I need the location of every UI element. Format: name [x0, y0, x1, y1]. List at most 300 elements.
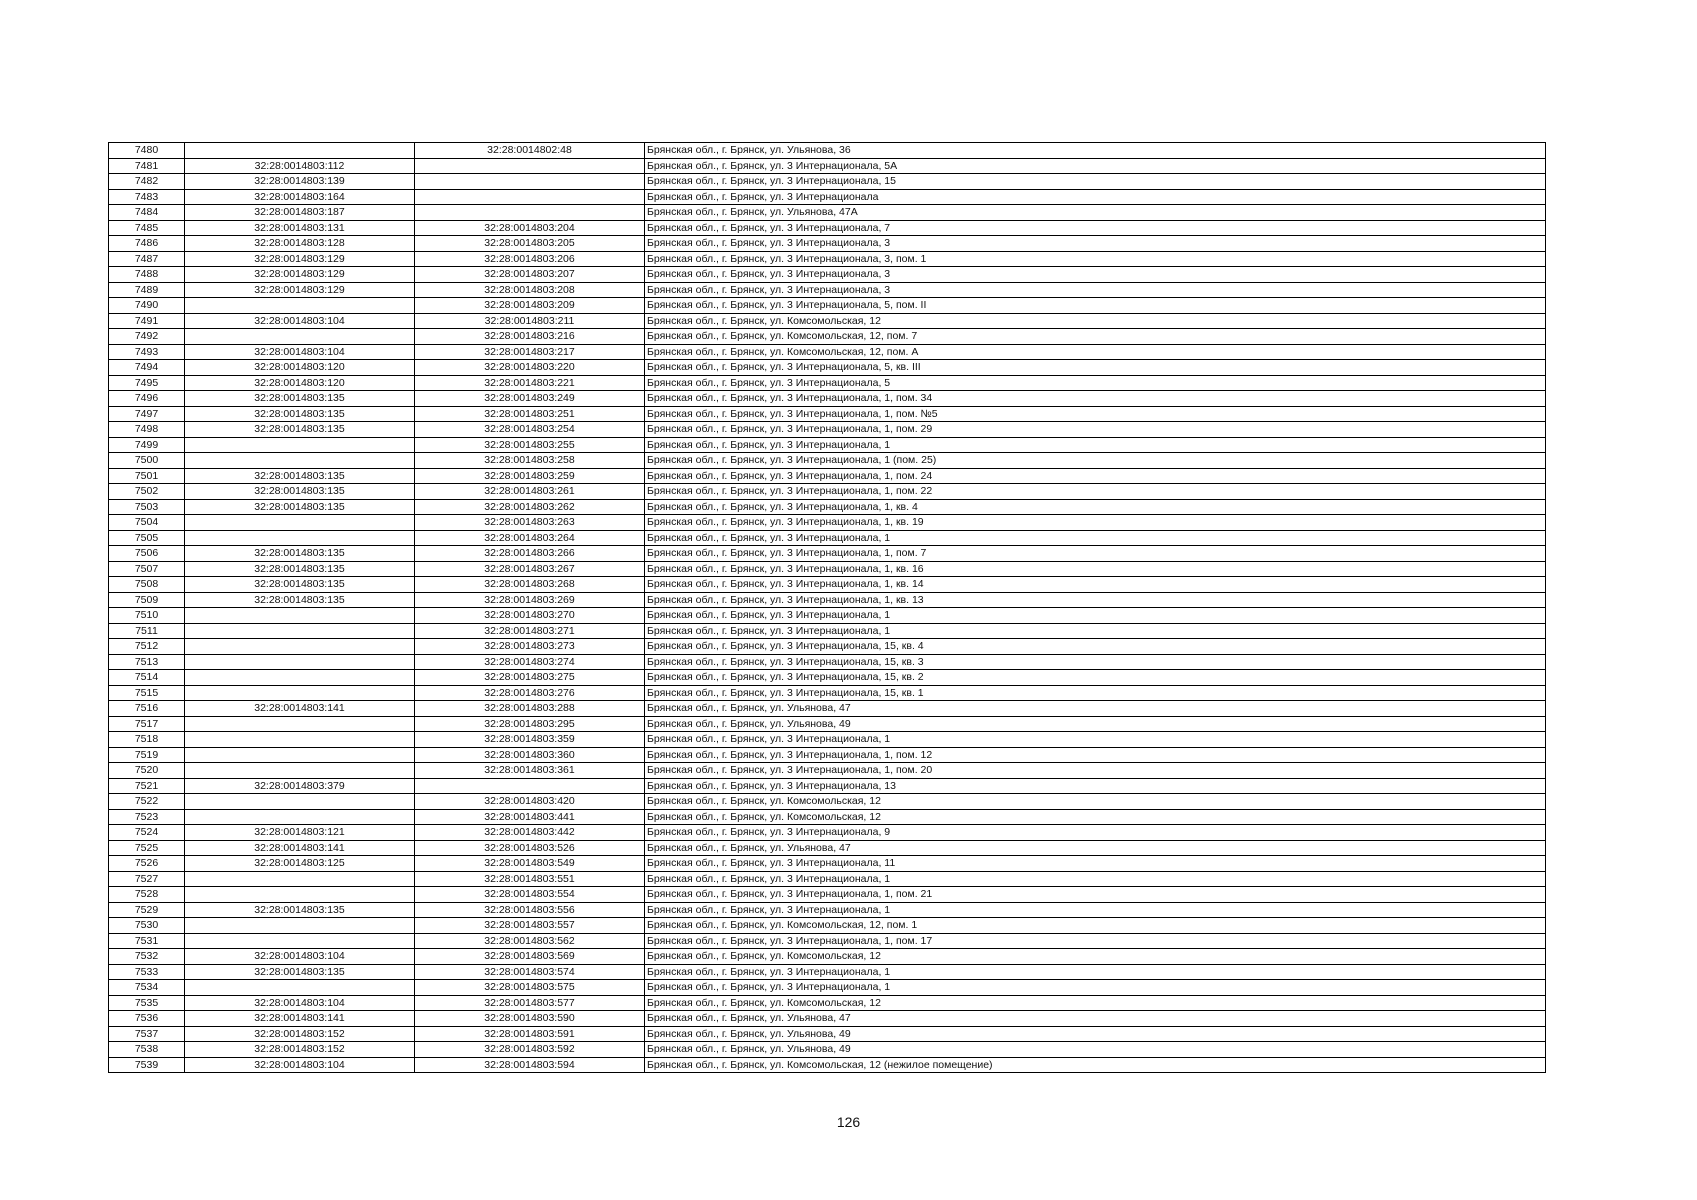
parent-cadastral-number-cell: [185, 685, 415, 701]
parent-cadastral-number-cell: [185, 918, 415, 934]
parent-cadastral-number-cell: 32:28:0014803:135: [185, 484, 415, 500]
address-cell: Брянская обл., г. Брянск, ул. Комсомольская, 12, пом. 7: [645, 329, 1546, 345]
table-row: [109, 825, 1546, 841]
address-cell: Брянская обл., г. Брянск, ул. 3 Интернационала, 1: [645, 871, 1546, 887]
cadastral-number-cell: 32:28:0014803:591: [415, 1026, 645, 1042]
table-row: [109, 778, 1546, 794]
cadastral-number-cell: 32:28:0014803:575: [415, 980, 645, 996]
cadastral-number-cell: 32:28:0014803:360: [415, 747, 645, 763]
parent-cadastral-number-cell: [185, 437, 415, 453]
row-number-cell: 7498: [109, 422, 185, 438]
row-number-cell: 7531: [109, 933, 185, 949]
address-cell: Брянская обл., г. Брянск, ул. Ульянова, 47: [645, 701, 1546, 717]
address-cell: Брянская обл., г. Брянск, ул. Комсомольская, 12: [645, 809, 1546, 825]
row-number-cell: 7508: [109, 577, 185, 593]
table-row: [109, 329, 1546, 345]
parent-cadastral-number-cell: 32:28:0014803:135: [185, 561, 415, 577]
row-number-cell: 7486: [109, 236, 185, 252]
parent-cadastral-number-cell: 32:28:0014803:120: [185, 360, 415, 376]
address-cell: Брянская обл., г. Брянск, ул. 3 Интернационала, 1: [645, 902, 1546, 918]
row-number-cell: 7497: [109, 406, 185, 422]
cadastral-number-cell: 32:28:0014803:574: [415, 964, 645, 980]
table-row: [109, 189, 1546, 205]
address-cell: Брянская обл., г. Брянск, ул. 3 Интернационала, 1: [645, 437, 1546, 453]
cadastral-number-cell: 32:28:0014803:271: [415, 623, 645, 639]
row-number-cell: 7492: [109, 329, 185, 345]
row-number-cell: 7518: [109, 732, 185, 748]
cadastral-number-cell: 32:28:0014803:442: [415, 825, 645, 841]
table-row: [109, 298, 1546, 314]
cadastral-number-cell: [415, 158, 645, 174]
cadastral-number-cell: 32:28:0014803:556: [415, 902, 645, 918]
cadastral-number-cell: 32:28:0014802:48: [415, 143, 645, 159]
address-cell: Брянская обл., г. Брянск, ул. Комсомольская, 12: [645, 949, 1546, 965]
row-number-cell: 7500: [109, 453, 185, 469]
table-row: [109, 344, 1546, 360]
address-cell: Брянская обл., г. Брянск, ул. 3 Интернационала, 5, пом. II: [645, 298, 1546, 314]
cadastral-number-cell: 32:28:0014803:258: [415, 453, 645, 469]
cadastral-number-cell: 32:28:0014803:264: [415, 530, 645, 546]
cadastral-number-cell: 32:28:0014803:274: [415, 654, 645, 670]
parent-cadastral-number-cell: 32:28:0014803:164: [185, 189, 415, 205]
row-number-cell: 7491: [109, 313, 185, 329]
address-cell: Брянская обл., г. Брянск, ул. 3 Интернационала, 1, пом. 17: [645, 933, 1546, 949]
table-row: [109, 623, 1546, 639]
row-number-cell: 7493: [109, 344, 185, 360]
table-row: [109, 360, 1546, 376]
row-number-cell: 7494: [109, 360, 185, 376]
parent-cadastral-number-cell: 32:28:0014803:141: [185, 1011, 415, 1027]
parent-cadastral-number-cell: [185, 608, 415, 624]
table-row: [109, 980, 1546, 996]
address-cell: Брянская обл., г. Брянск, ул. 3 Интернационала, 1, пом. 12: [645, 747, 1546, 763]
address-cell: Брянская обл., г. Брянск, ул. 3 Интернационала, 1, кв. 19: [645, 515, 1546, 531]
address-cell: Брянская обл., г. Брянск, ул. Комсомольская, 12: [645, 995, 1546, 1011]
table-row: [109, 422, 1546, 438]
row-number-cell: 7499: [109, 437, 185, 453]
parent-cadastral-number-cell: [185, 933, 415, 949]
address-cell: Брянская обл., г. Брянск, ул. 3 Интернационала, 15, кв. 1: [645, 685, 1546, 701]
row-number-cell: 7536: [109, 1011, 185, 1027]
parent-cadastral-number-cell: 32:28:0014803:125: [185, 856, 415, 872]
address-cell: Брянская обл., г. Брянск, ул. Ульянова, 49: [645, 1042, 1546, 1058]
parent-cadastral-number-cell: 32:28:0014803:121: [185, 825, 415, 841]
parent-cadastral-number-cell: 32:28:0014803:152: [185, 1042, 415, 1058]
row-number-cell: 7489: [109, 282, 185, 298]
address-cell: Брянская обл., г. Брянск, ул. 3 Интернационала, 1: [645, 623, 1546, 639]
table-row: [109, 282, 1546, 298]
parent-cadastral-number-cell: 32:28:0014803:131: [185, 220, 415, 236]
table-row: [109, 670, 1546, 686]
cadastral-number-cell: 32:28:0014803:361: [415, 763, 645, 779]
parent-cadastral-number-cell: [185, 670, 415, 686]
row-number-cell: 7503: [109, 499, 185, 515]
row-number-cell: 7533: [109, 964, 185, 980]
row-number-cell: 7525: [109, 840, 185, 856]
row-number-cell: 7509: [109, 592, 185, 608]
cadastral-number-cell: 32:28:0014803:251: [415, 406, 645, 422]
address-cell: Брянская обл., г. Брянск, ул. 3 Интернационала: [645, 189, 1546, 205]
table-row: [109, 174, 1546, 190]
table-row: [109, 763, 1546, 779]
row-number-cell: 7530: [109, 918, 185, 934]
address-cell: Брянская обл., г. Брянск, ул. 3 Интернационала, 5, кв. III: [645, 360, 1546, 376]
parent-cadastral-number-cell: 32:28:0014803:135: [185, 499, 415, 515]
row-number-cell: 7483: [109, 189, 185, 205]
row-number-cell: 7482: [109, 174, 185, 190]
parent-cadastral-number-cell: 32:28:0014803:104: [185, 1057, 415, 1073]
address-cell: Брянская обл., г. Брянск, ул. Комсомольская, 12, пом. 1: [645, 918, 1546, 934]
address-cell: Брянская обл., г. Брянск, ул. 3 Интернационала, 5А: [645, 158, 1546, 174]
table-row: [109, 453, 1546, 469]
table-row: [109, 391, 1546, 407]
cadastral-number-cell: 32:28:0014803:259: [415, 468, 645, 484]
address-cell: Брянская обл., г. Брянск, ул. Ульянова, 47А: [645, 205, 1546, 221]
address-cell: Брянская обл., г. Брянск, ул. 3 Интернационала, 1, пом. 21: [645, 887, 1546, 903]
address-cell: Брянская обл., г. Брянск, ул. 3 Интернационала, 1, кв. 4: [645, 499, 1546, 515]
table-row: [109, 856, 1546, 872]
cadastral-number-cell: 32:28:0014803:569: [415, 949, 645, 965]
address-cell: Брянская обл., г. Брянск, ул. 3 Интернационала, 1, кв. 16: [645, 561, 1546, 577]
address-cell: Брянская обл., г. Брянск, ул. 3 Интернационала, 15, кв. 2: [645, 670, 1546, 686]
address-cell: Брянская обл., г. Брянск, ул. 3 Интернационала, 1: [645, 608, 1546, 624]
row-number-cell: 7523: [109, 809, 185, 825]
table-row: [109, 608, 1546, 624]
address-cell: Брянская обл., г. Брянск, ул. 3 Интернационала, 11: [645, 856, 1546, 872]
table-row: [109, 530, 1546, 546]
table-row: [109, 313, 1546, 329]
cadastral-number-cell: 32:28:0014803:221: [415, 375, 645, 391]
row-number-cell: 7496: [109, 391, 185, 407]
row-number-cell: 7487: [109, 251, 185, 267]
cadastral-number-cell: 32:28:0014803:359: [415, 732, 645, 748]
table-row: [109, 143, 1546, 159]
table-row: [109, 794, 1546, 810]
cadastral-number-cell: 32:28:0014803:217: [415, 344, 645, 360]
table-row: [109, 499, 1546, 515]
parent-cadastral-number-cell: 32:28:0014803:379: [185, 778, 415, 794]
cadastral-number-cell: 32:28:0014803:269: [415, 592, 645, 608]
parent-cadastral-number-cell: [185, 871, 415, 887]
cadastral-number-cell: 32:28:0014803:216: [415, 329, 645, 345]
parent-cadastral-number-cell: [185, 654, 415, 670]
cadastral-number-cell: 32:28:0014803:255: [415, 437, 645, 453]
table-row: [109, 654, 1546, 670]
parent-cadastral-number-cell: 32:28:0014803:104: [185, 995, 415, 1011]
cadastral-number-cell: 32:28:0014803:594: [415, 1057, 645, 1073]
parent-cadastral-number-cell: [185, 298, 415, 314]
cadastral-number-cell: 32:28:0014803:266: [415, 546, 645, 562]
cadastral-number-cell: 32:28:0014803:205: [415, 236, 645, 252]
parent-cadastral-number-cell: 32:28:0014803:129: [185, 282, 415, 298]
cadastral-number-cell: 32:28:0014803:268: [415, 577, 645, 593]
address-cell: Брянская обл., г. Брянск, ул. 3 Интернационала, 1, кв. 14: [645, 577, 1546, 593]
cadastral-number-cell: 32:28:0014803:270: [415, 608, 645, 624]
table-row: [109, 716, 1546, 732]
row-number-cell: 7480: [109, 143, 185, 159]
row-number-cell: 7506: [109, 546, 185, 562]
row-number-cell: 7511: [109, 623, 185, 639]
table-row: [109, 933, 1546, 949]
address-cell: Брянская обл., г. Брянск, ул. 3 Интернационала, 13: [645, 778, 1546, 794]
cadastral-number-cell: 32:28:0014803:276: [415, 685, 645, 701]
parent-cadastral-number-cell: 32:28:0014803:104: [185, 344, 415, 360]
parent-cadastral-number-cell: 32:28:0014803:104: [185, 949, 415, 965]
parent-cadastral-number-cell: [185, 515, 415, 531]
table-row: [109, 840, 1546, 856]
address-cell: Брянская обл., г. Брянск, ул. 3 Интернационала, 1 (пом. 25): [645, 453, 1546, 469]
row-number-cell: 7510: [109, 608, 185, 624]
row-number-cell: 7501: [109, 468, 185, 484]
parent-cadastral-number-cell: 32:28:0014803:135: [185, 902, 415, 918]
table-row: [109, 1011, 1546, 1027]
table-row: [109, 158, 1546, 174]
parent-cadastral-number-cell: 32:28:0014803:129: [185, 251, 415, 267]
row-number-cell: 7505: [109, 530, 185, 546]
parent-cadastral-number-cell: [185, 623, 415, 639]
table-row: [109, 220, 1546, 236]
parent-cadastral-number-cell: [185, 530, 415, 546]
parent-cadastral-number-cell: [185, 639, 415, 655]
parent-cadastral-number-cell: 32:28:0014803:152: [185, 1026, 415, 1042]
cadastral-number-cell: 32:28:0014803:275: [415, 670, 645, 686]
cadastral-number-cell: 32:28:0014803:549: [415, 856, 645, 872]
cadastral-number-cell: 32:28:0014803:263: [415, 515, 645, 531]
row-number-cell: 7537: [109, 1026, 185, 1042]
parent-cadastral-number-cell: 32:28:0014803:120: [185, 375, 415, 391]
address-cell: Брянская обл., г. Брянск, ул. 3 Интернационала, 3: [645, 282, 1546, 298]
row-number-cell: 7521: [109, 778, 185, 794]
row-number-cell: 7528: [109, 887, 185, 903]
row-number-cell: 7516: [109, 701, 185, 717]
address-cell: Брянская обл., г. Брянск, ул. 3 Интернационала, 1: [645, 980, 1546, 996]
table-row: [109, 375, 1546, 391]
cadastral-number-cell: 32:28:0014803:557: [415, 918, 645, 934]
row-number-cell: 7495: [109, 375, 185, 391]
row-number-cell: 7512: [109, 639, 185, 655]
cadastral-number-cell: 32:28:0014803:261: [415, 484, 645, 500]
cadastral-number-cell: 32:28:0014803:211: [415, 313, 645, 329]
parent-cadastral-number-cell: [185, 143, 415, 159]
address-cell: Брянская обл., г. Брянск, ул. Ульянова, 47: [645, 840, 1546, 856]
table-row: [109, 902, 1546, 918]
table-row: [109, 1057, 1546, 1073]
parent-cadastral-number-cell: 32:28:0014803:141: [185, 701, 415, 717]
table-row: [109, 515, 1546, 531]
table-row: [109, 685, 1546, 701]
table-row: [109, 1042, 1546, 1058]
address-cell: Брянская обл., г. Брянск, ул. 3 Интернационала, 1, пом. 34: [645, 391, 1546, 407]
table-row: [109, 437, 1546, 453]
address-cell: Брянская обл., г. Брянск, ул. 3 Интернационала, 3, пом. 1: [645, 251, 1546, 267]
cadastral-number-cell: 32:28:0014803:590: [415, 1011, 645, 1027]
cadastral-number-cell: 32:28:0014803:526: [415, 840, 645, 856]
row-number-cell: 7520: [109, 763, 185, 779]
address-cell: Брянская обл., г. Брянск, ул. 3 Интернационала, 1, пом. 22: [645, 484, 1546, 500]
cadastral-number-cell: 32:28:0014803:273: [415, 639, 645, 655]
cadastral-number-cell: 32:28:0014803:551: [415, 871, 645, 887]
table-row: [109, 592, 1546, 608]
parent-cadastral-number-cell: 32:28:0014803:141: [185, 840, 415, 856]
parent-cadastral-number-cell: 32:28:0014803:139: [185, 174, 415, 190]
cadastral-number-cell: [415, 205, 645, 221]
row-number-cell: 7529: [109, 902, 185, 918]
address-cell: Брянская обл., г. Брянск, ул. 3 Интернационала, 5: [645, 375, 1546, 391]
parent-cadastral-number-cell: [185, 763, 415, 779]
row-number-cell: 7513: [109, 654, 185, 670]
table-row: [109, 949, 1546, 965]
parent-cadastral-number-cell: 32:28:0014803:104: [185, 313, 415, 329]
address-cell: Брянская обл., г. Брянск, ул. 3 Интернационала, 9: [645, 825, 1546, 841]
table-row: [109, 918, 1546, 934]
parent-cadastral-number-cell: 32:28:0014803:187: [185, 205, 415, 221]
address-cell: Брянская обл., г. Брянск, ул. 3 Интернационала, 1, пом. №5: [645, 406, 1546, 422]
row-number-cell: 7490: [109, 298, 185, 314]
parent-cadastral-number-cell: [185, 732, 415, 748]
address-cell: Брянская обл., г. Брянск, ул. 3 Интернационала, 15, кв. 3: [645, 654, 1546, 670]
address-cell: Брянская обл., г. Брянск, ул. Ульянова, 36: [645, 143, 1546, 159]
parent-cadastral-number-cell: [185, 747, 415, 763]
row-number-cell: 7481: [109, 158, 185, 174]
table-row: [109, 701, 1546, 717]
row-number-cell: 7502: [109, 484, 185, 500]
parent-cadastral-number-cell: [185, 329, 415, 345]
table-row: [109, 809, 1546, 825]
row-number-cell: 7535: [109, 995, 185, 1011]
row-number-cell: 7524: [109, 825, 185, 841]
cadastral-number-cell: 32:28:0014803:420: [415, 794, 645, 810]
parent-cadastral-number-cell: [185, 453, 415, 469]
table-row: [109, 577, 1546, 593]
address-cell: Брянская обл., г. Брянск, ул. 3 Интернационала, 3: [645, 236, 1546, 252]
address-cell: Брянская обл., г. Брянск, ул. Комсомольская, 12: [645, 794, 1546, 810]
parent-cadastral-number-cell: [185, 980, 415, 996]
parent-cadastral-number-cell: [185, 809, 415, 825]
table-row: [109, 468, 1546, 484]
table-row: [109, 747, 1546, 763]
address-cell: Брянская обл., г. Брянск, ул. 3 Интернационала, 1, пом. 7: [645, 546, 1546, 562]
row-number-cell: 7507: [109, 561, 185, 577]
table-row: [109, 236, 1546, 252]
address-cell: Брянская обл., г. Брянск, ул. 3 Интернационала, 15, кв. 4: [645, 639, 1546, 655]
address-cell: Брянская обл., г. Брянск, ул. 3 Интернационала, 1: [645, 964, 1546, 980]
table-row: [109, 732, 1546, 748]
cadastral-number-cell: 32:28:0014803:262: [415, 499, 645, 515]
row-number-cell: 7485: [109, 220, 185, 236]
cadastral-number-cell: [415, 174, 645, 190]
cadastral-number-cell: 32:28:0014803:220: [415, 360, 645, 376]
parent-cadastral-number-cell: 32:28:0014803:135: [185, 546, 415, 562]
parent-cadastral-number-cell: [185, 794, 415, 810]
cadastral-number-cell: 32:28:0014803:577: [415, 995, 645, 1011]
cadastral-number-cell: 32:28:0014803:562: [415, 933, 645, 949]
address-cell: Брянская обл., г. Брянск, ул. 3 Интернационала, 1: [645, 732, 1546, 748]
parent-cadastral-number-cell: 32:28:0014803:135: [185, 468, 415, 484]
address-cell: Брянская обл., г. Брянск, ул. 3 Интернационала, 3: [645, 267, 1546, 283]
table-row: [109, 887, 1546, 903]
row-number-cell: 7504: [109, 515, 185, 531]
cadastral-number-cell: 32:28:0014803:249: [415, 391, 645, 407]
row-number-cell: 7517: [109, 716, 185, 732]
parent-cadastral-number-cell: 32:28:0014803:112: [185, 158, 415, 174]
table-row: [109, 561, 1546, 577]
row-number-cell: 7532: [109, 949, 185, 965]
row-number-cell: 7519: [109, 747, 185, 763]
address-cell: Брянская обл., г. Брянск, ул. 3 Интернационала, 1, пом. 24: [645, 468, 1546, 484]
table-row: [109, 406, 1546, 422]
address-cell: Брянская обл., г. Брянск, ул. Ульянова, 49: [645, 716, 1546, 732]
cadastral-number-cell: 32:28:0014803:207: [415, 267, 645, 283]
address-cell: Брянская обл., г. Брянск, ул. Комсомольская, 12: [645, 313, 1546, 329]
address-cell: Брянская обл., г. Брянск, ул. Комсомольская, 12 (нежилое помещение): [645, 1057, 1546, 1073]
table-row: [109, 546, 1546, 562]
cadastral-number-cell: 32:28:0014803:209: [415, 298, 645, 314]
cadastral-number-cell: 32:28:0014803:288: [415, 701, 645, 717]
address-cell: Брянская обл., г. Брянск, ул. 3 Интернационала, 1, пом. 20: [645, 763, 1546, 779]
row-number-cell: 7515: [109, 685, 185, 701]
row-number-cell: 7527: [109, 871, 185, 887]
parent-cadastral-number-cell: 32:28:0014803:135: [185, 406, 415, 422]
parent-cadastral-number-cell: 32:28:0014803:129: [185, 267, 415, 283]
parent-cadastral-number-cell: 32:28:0014803:135: [185, 592, 415, 608]
row-number-cell: 7484: [109, 205, 185, 221]
cadastral-number-cell: 32:28:0014803:592: [415, 1042, 645, 1058]
address-cell: Брянская обл., г. Брянск, ул. 3 Интернационала, 1, пом. 29: [645, 422, 1546, 438]
row-number-cell: 7539: [109, 1057, 185, 1073]
row-number-cell: 7514: [109, 670, 185, 686]
address-cell: Брянская обл., г. Брянск, ул. 3 Интернационала, 1: [645, 530, 1546, 546]
cadastral-number-cell: 32:28:0014803:295: [415, 716, 645, 732]
table-row: [109, 205, 1546, 221]
cadastral-number-cell: [415, 189, 645, 205]
address-cell: Брянская обл., г. Брянск, ул. Ульянова, 49: [645, 1026, 1546, 1042]
table-row: [109, 267, 1546, 283]
address-cell: Брянская обл., г. Брянск, ул. Ульянова, 47: [645, 1011, 1546, 1027]
parent-cadastral-number-cell: 32:28:0014803:135: [185, 422, 415, 438]
table-row: [109, 995, 1546, 1011]
address-cell: Брянская обл., г. Брянск, ул. Комсомольская, 12, пом. А: [645, 344, 1546, 360]
address-cell: Брянская обл., г. Брянск, ул. 3 Интернационала, 15: [645, 174, 1546, 190]
cadastral-number-cell: 32:28:0014803:204: [415, 220, 645, 236]
parent-cadastral-number-cell: 32:28:0014803:135: [185, 964, 415, 980]
row-number-cell: 7488: [109, 267, 185, 283]
cadastral-number-cell: 32:28:0014803:441: [415, 809, 645, 825]
cadastral-number-cell: 32:28:0014803:254: [415, 422, 645, 438]
row-number-cell: 7522: [109, 794, 185, 810]
table-row: [109, 639, 1546, 655]
row-number-cell: 7526: [109, 856, 185, 872]
cadastral-table: [108, 142, 1546, 1073]
parent-cadastral-number-cell: [185, 887, 415, 903]
cadastral-number-cell: 32:28:0014803:208: [415, 282, 645, 298]
row-number-cell: 7538: [109, 1042, 185, 1058]
table-row: [109, 484, 1546, 500]
parent-cadastral-number-cell: 32:28:0014803:135: [185, 577, 415, 593]
cadastral-number-cell: 32:28:0014803:267: [415, 561, 645, 577]
table-body: [109, 143, 1546, 1073]
table-row: [109, 251, 1546, 267]
table-row: [109, 871, 1546, 887]
page-number: 126: [836, 1114, 861, 1130]
cadastral-number-cell: 32:28:0014803:206: [415, 251, 645, 267]
address-cell: Брянская обл., г. Брянск, ул. 3 Интернационала, 1, кв. 13: [645, 592, 1546, 608]
cadastral-number-cell: 32:28:0014803:554: [415, 887, 645, 903]
cadastral-number-cell: [415, 778, 645, 794]
parent-cadastral-number-cell: 32:28:0014803:128: [185, 236, 415, 252]
parent-cadastral-number-cell: 32:28:0014803:135: [185, 391, 415, 407]
parent-cadastral-number-cell: [185, 716, 415, 732]
row-number-cell: 7534: [109, 980, 185, 996]
